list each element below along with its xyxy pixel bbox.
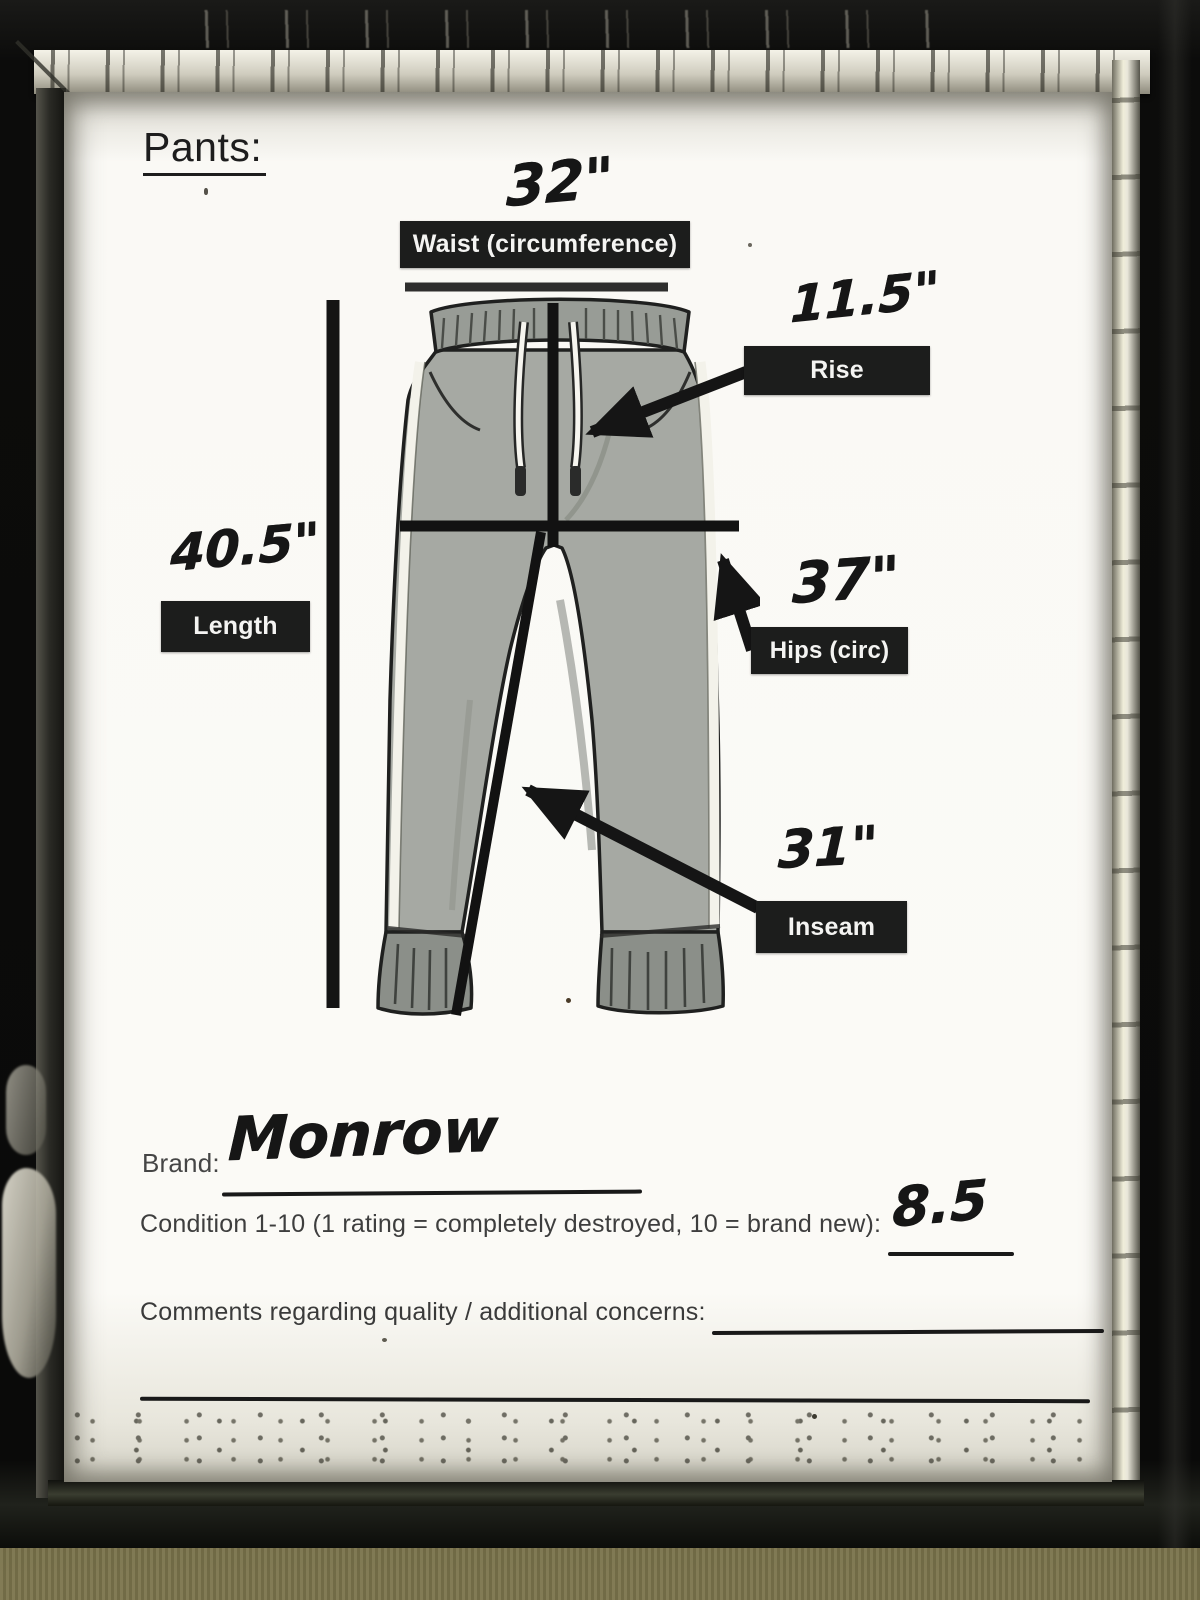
condition-field-label: Condition 1-10 (1 rating = completely destroyed, 10 = brand new):	[140, 1210, 882, 1238]
frame-bevel-bottom	[48, 1480, 1144, 1506]
inseam-label-banner: Inseam	[756, 901, 907, 953]
frame-scuff-mark	[6, 1065, 46, 1155]
paper-spot	[748, 243, 752, 247]
pants-diagram	[300, 270, 760, 1040]
paper-speckles	[70, 1408, 1100, 1472]
frame-bevel-right	[1112, 60, 1140, 1496]
rise-label-banner: Rise	[744, 346, 930, 395]
hips-value-handwritten: 37"	[791, 544, 900, 617]
paper-spot	[812, 1414, 817, 1419]
hips-label-banner: Hips (circ)	[751, 627, 908, 674]
length-label-banner: Length	[161, 601, 310, 652]
page-title: Pants:	[143, 124, 266, 176]
frame-bevel-top	[34, 50, 1150, 94]
length-value-handwritten: 40.5"	[169, 511, 320, 583]
inseam-value-handwritten: 31"	[777, 815, 879, 881]
waist-label-banner: Waist (circumference)	[400, 221, 690, 268]
frame-scuff-mark	[2, 1168, 56, 1378]
frame-sheen	[1158, 0, 1192, 1548]
frame-scratches	[180, 10, 940, 48]
hips-arrow	[723, 560, 752, 650]
rise-value-handwritten: 11.5"	[789, 259, 941, 335]
brand-value-handwritten: Monrow	[226, 1095, 500, 1175]
condition-underline	[888, 1252, 1014, 1256]
condition-value-handwritten: 8.5	[891, 1167, 989, 1240]
waist-value-handwritten: 32"	[505, 145, 614, 220]
paper-spot	[382, 1338, 387, 1342]
comments-field-label: Comments regarding quality / additional concerns:	[140, 1298, 706, 1326]
brand-field-label: Brand:	[142, 1148, 220, 1178]
paper-spot	[204, 188, 208, 195]
